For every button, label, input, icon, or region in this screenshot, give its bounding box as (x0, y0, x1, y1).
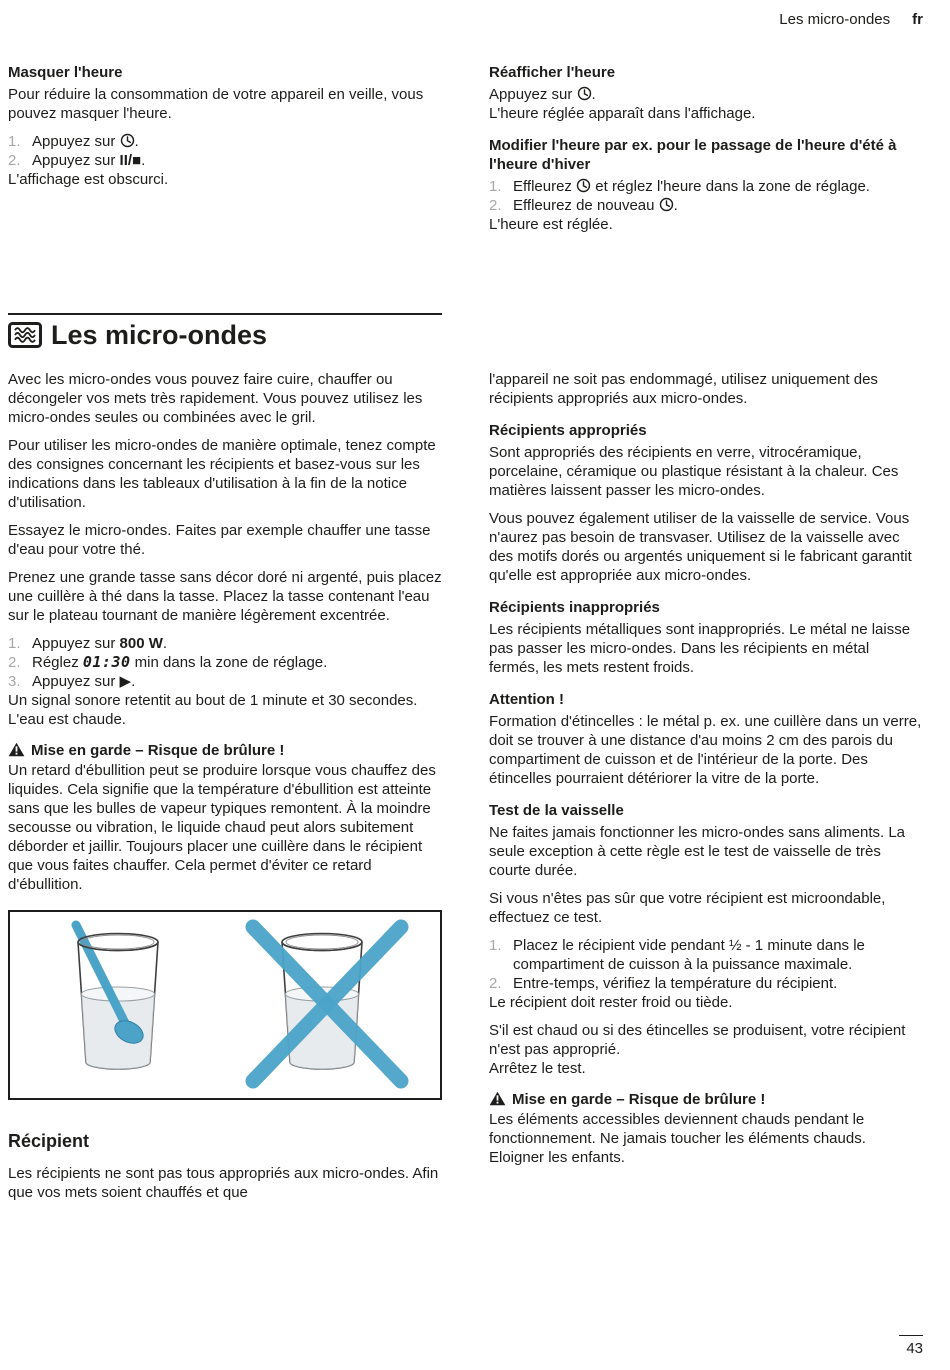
hide-clock-column (8, 63, 442, 198)
line1-post: . (591, 86, 596, 103)
burn-warning-block (489, 1090, 923, 1167)
list-item (8, 634, 442, 653)
step-text-pre: Appuyez sur (32, 133, 120, 150)
warning-title-text: Mise en garde – Risque de brûlure ! (512, 1091, 766, 1108)
list-number: 2. (489, 197, 502, 214)
step-text (32, 132, 442, 151)
warning-body: Les éléments accessibles deviennent chauds pendant le fonctionnement. Ne jamais toucher les éléments chauds. Eloigner les enfants. (489, 1111, 866, 1166)
hide-clock-result: L'affichage est obscurci. (8, 171, 169, 188)
power-key-label: 800 W (119, 635, 163, 652)
burn-warning-block (8, 741, 442, 894)
clock-settings-section (8, 63, 923, 243)
body-paragraph: Ne faites jamais fonctionner les micro-ondes sans aliments. La seule exception à cette règle est le test de vaisselle de très courte durée. (489, 824, 906, 879)
step-text (32, 151, 442, 170)
body-paragraph: Si vous n'êtes pas sûr que votre récipient est microondable, effectuez ce test. (489, 890, 886, 926)
list-number: 2. (8, 152, 21, 169)
step-text-post: . (141, 152, 146, 169)
crossed-glass (253, 927, 401, 1081)
clock-icon (659, 197, 674, 212)
body-paragraph: Formation d'étincelles : le métal p. ex. une cuillère dans un verre, doit se trouver à une distance d'au moins 2 cm des parois du compartiment de cuisson et de l'intérieur de la porte. Des étincelles pourraient détériorer la vitre de la porte. (489, 713, 922, 787)
step-text-pre: Appuyez sur (32, 673, 120, 690)
warning-icon (8, 742, 25, 757)
list-item (8, 151, 442, 170)
running-header-lang: fr (912, 11, 923, 28)
show-clock-column (489, 63, 923, 243)
warning-title-text: Mise en garde – Risque de brûlure ! (31, 742, 285, 759)
step-text (513, 177, 923, 196)
list-item (489, 974, 923, 993)
step-text-post: et réglez l'heure dans la zone de réglage. (591, 178, 870, 195)
step-text-pre: Réglez (32, 654, 83, 671)
modify-clock-steps (489, 177, 923, 215)
list-item (489, 177, 923, 196)
glass-with-spoon (76, 925, 158, 1069)
pause-stop-key-label: II/■ (119, 152, 142, 169)
recipient-intro-continued: l'appareil ne soit pas endommagé, utilisez uniquement des récipients appropriés aux micro-ondes. (489, 371, 878, 407)
recipient-intro: Les récipients ne sont pas tous appropriés aux micro-ondes. Afin que vos mets soient chauffés et que (8, 1165, 439, 1201)
list-number: 1. (8, 133, 21, 150)
step-text-pre: Effleurez de nouveau (513, 197, 659, 214)
step-text: Entre-temps, vérifiez la température du récipient. (513, 975, 838, 992)
modify-clock-heading: Modifier l'heure par ex. pour le passage de l'heure d'été à l'heure d'hiver (489, 137, 897, 173)
body-paragraph: Prenez une grande tasse sans décor doré ni argenté, puis placez une cuillère à thé dans la tasse. Placez la tasse contenant l'eau sur le plateau tournant de manière légèrement excentrée. (8, 569, 442, 624)
list-number: 1. (489, 937, 502, 954)
modify-clock-result: L'heure est réglée. (489, 216, 613, 233)
body-paragraph: Pour utiliser les micro-ondes de manière optimale, tenez compte des consignes concernant les récipients et basez-vous sur les indications dans les tableaux d'utilisation à la fin de la notice d'utilisation. (8, 437, 436, 511)
clock-icon (576, 178, 591, 193)
microwave-left-column (8, 370, 442, 1211)
body-paragraph: Sont appropriés des récipients en verre, vitrocéramique, porcelaine, céramique ou plastique résistant à la chaleur. Ces matières laissent passer les micro-ondes. (489, 444, 899, 499)
list-item (8, 132, 442, 151)
recipient-heading: Récipient (8, 1131, 90, 1151)
hide-clock-heading: Masquer l'heure (8, 64, 123, 81)
dish-test-heading: Test de la vaisselle (489, 802, 624, 819)
body-paragraph: Les récipients métalliques sont inappropriés. Le métal ne laisse pas passer les micro-ondes. Dans les récipients en métal fermés, les mets restent froids. (489, 621, 911, 676)
section-heading (8, 313, 442, 350)
warning-title (8, 741, 442, 760)
show-clock-line2: L'heure réglée apparaît dans l'affichage. (489, 105, 756, 122)
list-number: 2. (489, 975, 502, 992)
show-clock-heading: Réafficher l'heure (489, 64, 616, 81)
section-title (8, 320, 442, 350)
glasses-figure (8, 910, 442, 1100)
dish-test-fail: S'il est chaud ou si des étincelles se produisent, votre récipient n'est pas approprié. (489, 1022, 906, 1058)
glasses-illustration (10, 912, 440, 1098)
running-header-title: Les micro-ondes (779, 11, 891, 28)
list-item (489, 196, 923, 215)
unsuitable-containers-heading: Récipients inappropriés (489, 599, 660, 616)
list-item (8, 672, 442, 691)
list-number: 1. (489, 178, 502, 195)
step-text (32, 672, 442, 691)
step-text: Placez le récipient vide pendant ½ - 1 minute dans le compartiment de cuisson à la puissance maximale. (513, 937, 865, 973)
step-text-pre: Appuyez sur (32, 152, 120, 169)
step-text-post: . (134, 133, 139, 150)
warning-icon (489, 1091, 506, 1106)
step-text-pre: Appuyez sur (32, 635, 120, 652)
step-text-post: . (673, 197, 678, 214)
clock-icon (120, 133, 135, 148)
list-number: 2. (8, 654, 21, 671)
list-number: 1. (8, 635, 21, 652)
start-key-label: ▶ (119, 673, 132, 690)
step-text-post: . (162, 635, 168, 652)
warning-body: Un retard d'ébullition peut se produire lorsque vous chauffez des liquides. Cela signifie que la température d'ébullition est atteinte sans que les bulles de vapeur typiques remontent. À la moindre secousse ou vibration, le liquide chaud peut alors subitement déborder et jaillir. Toujours placer une cuillère dans le récipient que vous faites chauffer. Cela permet d'éviter ce retard d'ébullition. (8, 762, 436, 893)
list-item (489, 936, 923, 974)
step-text-post: min dans la zone de réglage. (130, 654, 328, 671)
hide-clock-steps (8, 132, 442, 170)
microwave-right-column (489, 370, 923, 1176)
show-clock-line1 (489, 85, 923, 104)
list-number: 3. (8, 673, 21, 690)
list-item (8, 653, 442, 672)
suitable-containers-heading: Récipients appropriés (489, 422, 647, 439)
microwave-section (8, 370, 923, 1211)
section-title-text: Les micro-ondes (51, 320, 268, 350)
microwave-icon (8, 322, 42, 348)
dish-test-result: Le récipient doit rester froid ou tiède. (489, 994, 733, 1011)
step-text (32, 634, 442, 653)
digital-time-display: 01:30 (82, 653, 131, 671)
step-text-pre: Effleurez (513, 178, 577, 195)
dish-test-steps (489, 936, 923, 993)
step-text-post: . (131, 673, 136, 690)
step-text (513, 196, 923, 215)
hide-clock-intro: Pour réduire la consommation de votre appareil en veille, vous pouvez masquer l'heure. (8, 86, 424, 122)
running-header (8, 10, 923, 29)
warning-title (489, 1090, 923, 1109)
signal-result-paragraph: Un signal sonore retentit au bout de 1 minute et 30 secondes. L'eau est chaude. (8, 692, 418, 728)
body-paragraph: Vous pouvez également utiliser de la vaisselle de service. Vous n'aurez pas besoin de transvaser. Utilisez de la vaisselle avec des motifs dorés ou argentés uniquement si le fabricant garantit qu'elle est appropriée aux micro-ondes. (489, 510, 912, 584)
try-microwave-steps (8, 634, 442, 691)
clock-icon (577, 86, 592, 101)
body-paragraph: Avec les micro-ondes vous pouvez faire cuire, chauffer ou décongeler vos mets très rapidement. Vous pouvez utilisez les micro-ondes seules ou combinées avec le gril. (8, 371, 423, 426)
dish-test-stop: Arrêtez le test. (489, 1060, 586, 1077)
page-number: 43 (899, 1335, 923, 1358)
attention-heading: Attention ! (489, 691, 564, 708)
line1-pre: Appuyez sur (489, 86, 577, 103)
body-paragraph: Essayez le micro-ondes. Faites par exemple chauffer une tasse d'eau pour votre thé. (8, 522, 431, 558)
step-text (32, 653, 442, 672)
